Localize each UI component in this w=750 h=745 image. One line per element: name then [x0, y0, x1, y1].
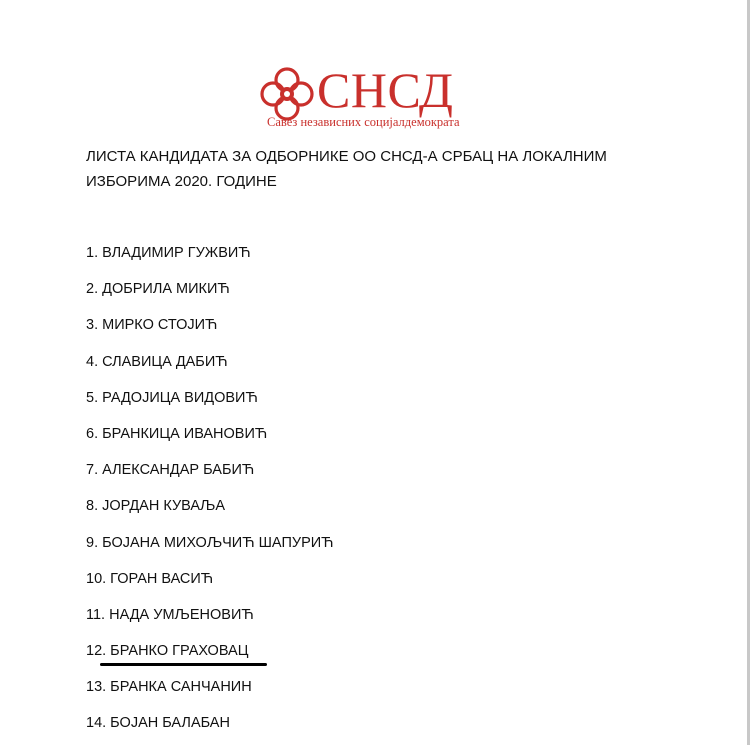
list-item: 3. МИРКО СТОЈИЋ — [86, 317, 218, 334]
heading-line-2: ИЗБОРИМА 2020. ГОДИНЕ — [86, 173, 277, 190]
document-heading — [86, 144, 686, 194]
candidate-list — [86, 243, 334, 745]
logo-wordmark: СНСД — [317, 62, 454, 118]
list-item: 7. АЛЕКСАНДАР БАБИЋ — [86, 462, 255, 479]
list-item: 8. ЈОРДАН КУВАЉА — [86, 498, 226, 515]
list-item: 13. БРАНКА САНЧАНИН — [86, 679, 252, 696]
list-item: 11. НАДА УМЉЕНОВИЋ — [86, 606, 254, 623]
list-item: 2. ДОБРИЛА МИКИЋ — [86, 281, 230, 298]
list-item: 1. ВЛАДИМИР ГУЖВИЋ — [86, 245, 251, 261]
list-item: 5. РАДОЈИЦА ВИДОВИЋ — [86, 389, 258, 406]
list-item: 12. БРАНКО ГРАХОВАЦ — [86, 643, 249, 660]
snsd-flower-logo-icon — [259, 66, 315, 122]
list-item: 9. БОЈАНА МИХОЉЧИЋ ШАПУРИЋ — [86, 534, 334, 551]
heading-line-1: ЛИСТА КАНДИДАТА ЗА ОДБОРНИКЕ ОО СНСД-А СРБАЦ НА ЛОКАЛНИМ — [86, 148, 607, 165]
party-logo — [259, 62, 491, 132]
highlight-underline — [100, 663, 267, 666]
list-item: 10. ГОРАН ВАСИЋ — [86, 570, 214, 587]
list-item: 4. СЛАВИЦА ДАБИЋ — [86, 353, 228, 370]
list-item: 14. БОЈАН БАЛАБАН — [86, 715, 230, 732]
logo-subtitle: Савез независних социјалдемократа — [267, 115, 460, 129]
list-item: 6. БРАНКИЦА ИВАНОВИЋ — [86, 425, 268, 442]
